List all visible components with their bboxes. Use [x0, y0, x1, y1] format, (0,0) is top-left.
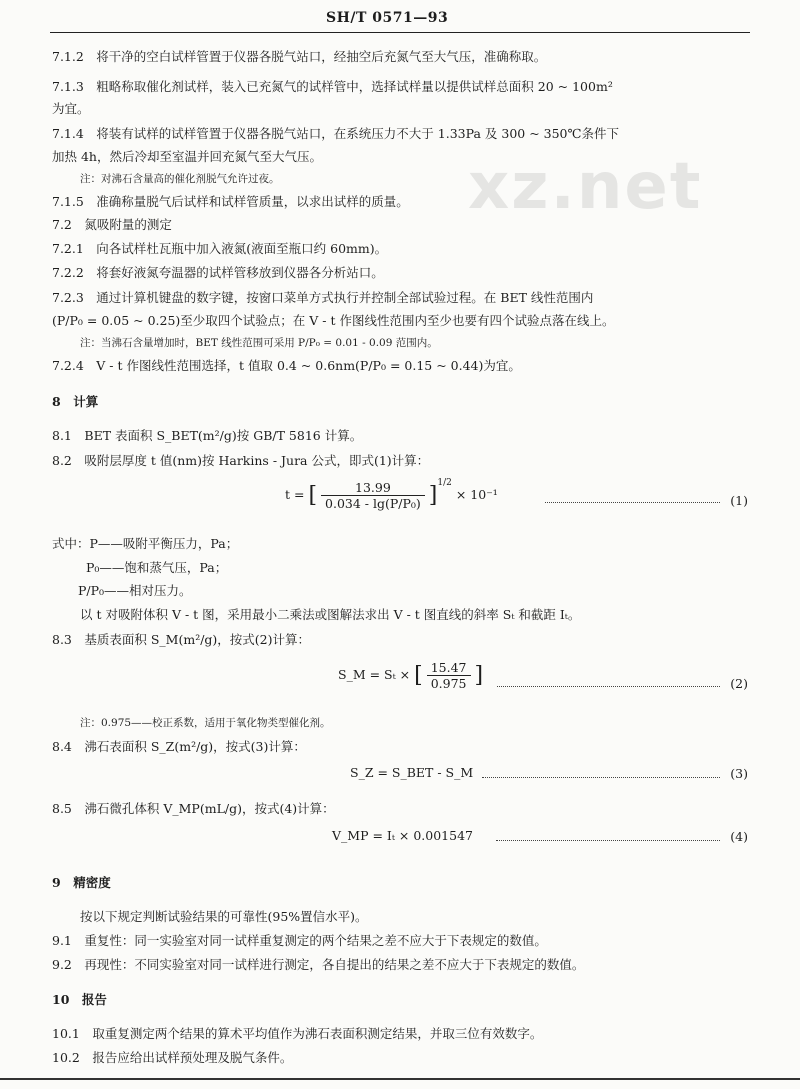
note-1: 注：对沸石含量高的催化剂脱气允许过夜。: [80, 173, 280, 185]
section-8-heading: 8 计算: [52, 394, 99, 409]
note-3: 注：0.975——校正系数，适用于氧化物类型催化剂。: [80, 717, 331, 729]
footer-rule: [0, 1078, 800, 1080]
clause-10-1: 10.1 取重复测定两个结果的算术平均值作为沸石表面积测定结果，并取三位有效数字。: [52, 1026, 543, 1041]
eq4-leader-dots: [496, 840, 720, 841]
where-p0: P₀——饱和蒸气压，Pa；: [86, 560, 228, 575]
equation-3: S_Z = S_BET - S_M: [350, 765, 474, 780]
clause-7-2-3-cont: (P/P₀ = 0.05 ~ 0.25)至少取四个试验点；在 V - t 作图线性范围内至少也要有四个试验点落在线上。: [52, 313, 615, 328]
clause-7-1-5: 7.1.5 准确称量脱气后试样和试样管质量，以求出试样的质量。: [52, 194, 409, 209]
header-rule: [50, 32, 750, 33]
clause-8-2: 8.2 吸附层厚度 t 值(nm)按 Harkins - Jura 公式，即式(1)计算：: [52, 453, 430, 468]
clause-7-1-3-cont: 为宜。: [52, 101, 90, 116]
clause-9-intro: 按以下规定判断试验结果的可靠性(95%置信水平)。: [80, 909, 368, 924]
eq1-lhs: t =: [285, 487, 305, 502]
equation-4: V_MP = Iₜ × 0.001547: [332, 828, 473, 843]
eq1-denominator: 0.034 - lg(P/P₀): [325, 496, 421, 511]
clause-7-1-2: 7.1.2 将干净的空白试样管置于仪器各脱气站口，经抽空后充氮气至大气压，准确称取。: [52, 49, 547, 64]
eq2-denominator: 0.975: [430, 676, 467, 691]
clause-8-4: 8.4 沸石表面积 S_Z(m²/g)，按式(3)计算：: [52, 739, 306, 754]
eq1-number: (1): [730, 493, 748, 508]
eq1-exponent: 1/2: [437, 478, 452, 488]
clause-8-2-text: 以 t 对吸附体积 V - t 图，采用最小二乘法或图解法求出 V - t 图直线的斜率 Sₜ 和截距 Iₜ。: [80, 607, 581, 622]
clause-8-3: 8.3 基质表面积 S_M(m²/g)，按式(2)计算：: [52, 632, 311, 647]
note-2: 注：当沸石含量增加时，BET 线性范围可采用 P/P₀ = 0.01 - 0.09 范围内。: [80, 337, 438, 349]
clause-7-2-3: 7.2.3 通过计算机键盘的数字键，按窗口菜单方式执行并控制全部试验过程。在 BET 线性范围内: [52, 290, 594, 305]
watermark: xz.net: [468, 150, 703, 224]
eq3-leader-dots: [482, 777, 720, 778]
clause-7-2-1: 7.2.1 向各试样杜瓦瓶中加入液氮(液面至瓶口约 60mm)。: [52, 241, 388, 256]
section-10-heading: 10 报告: [52, 992, 107, 1007]
clause-8-1: 8.1 BET 表面积 S_BET(m²/g)按 GB/T 5816 计算。: [52, 428, 363, 443]
eq2-number: (2): [730, 676, 748, 691]
eq3-number: (3): [730, 766, 748, 781]
clause-7-1-4: 7.1.4 将装有试样的试样管置于仪器各脱气站口，在系统压力不大于 1.33Pa 及 300 ~ 350℃条件下: [52, 126, 619, 141]
where-p: 式中：P——吸附平衡压力，Pa；: [52, 536, 239, 551]
equation-2: S_M = Sₜ × [ $\frac{15.47}{0.975}$ ]: [338, 660, 484, 691]
eq2-leader-dots: [497, 686, 720, 687]
equation-1: t = [ $\frac{13.99}{\text{0.034 - lg(P/P₀)}}$ ]$^{1/2}$ × 10⁻¹: [285, 478, 498, 511]
eq2-numerator: 15.47: [427, 660, 471, 676]
eq4-number: (4): [730, 829, 748, 844]
clause-10-2: 10.2 报告应给出试样预处理及脱气条件。: [52, 1050, 293, 1065]
section-9-heading: 9 精密度: [52, 875, 111, 890]
page-header: [0, 0, 800, 36]
eq1-numerator: 13.99: [321, 480, 425, 496]
clause-7-2-4: 7.2.4 V - t 作图线性范围选择，t 值取 0.4 ~ 0.6nm(P/P₀ = 0.15 ~ 0.44)为宜。: [52, 358, 521, 373]
clause-7-1-4-cont: 加热 4h，然后冷却至室温并回充氮气至大气压。: [52, 149, 322, 164]
clause-9-1: 9.1 重复性：同一实验室对同一试样重复测定的两个结果之差不应大于下表规定的数值。: [52, 933, 547, 948]
clause-9-2: 9.2 再现性：不同实验室对同一试样进行测定，各自提出的结果之差不应大于下表规定的数值。: [52, 957, 585, 972]
eq1-leader-dots: [545, 502, 720, 503]
eq2-lhs: S_M = Sₜ ×: [338, 667, 411, 682]
clause-7-1-3: 7.1.3 粗略称取催化剂试样，装入已充氮气的试样管中，选择试样量以提供试样总面积 20 ~ 100m²: [52, 79, 613, 94]
standard-code: SH/T 0571—93: [326, 10, 449, 26]
eq1-tail: × 10⁻¹: [455, 487, 498, 502]
clause-7-2: 7.2 氮吸附量的测定: [52, 217, 172, 232]
clause-7-2-2: 7.2.2 将套好液氮夸温器的试样管移放到仪器各分析站口。: [52, 265, 384, 280]
where-relative-pressure: P/P₀——相对压力。: [78, 583, 192, 598]
clause-8-5: 8.5 沸石微孔体积 V_MP(mL/g)，按式(4)计算：: [52, 801, 335, 816]
